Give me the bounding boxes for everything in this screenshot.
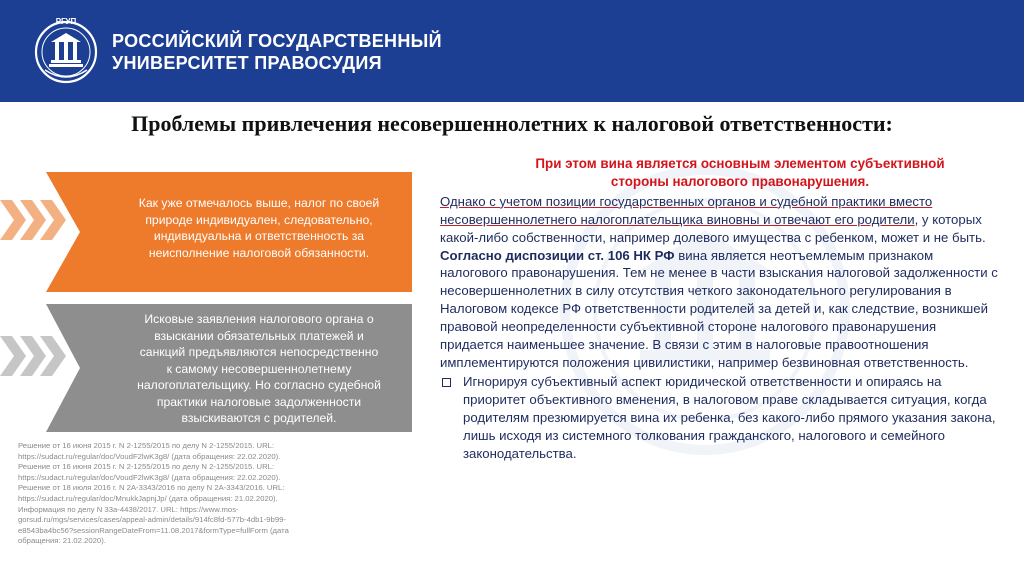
university-logo (33, 12, 99, 92)
reference-line: Решение от 16 июня 2015 г. N 2-1255/2015 по делу N 2-1255/2015. URL: (18, 462, 275, 472)
bold-text: Согласно диспозиции ст. 106 НК РФ (440, 247, 675, 263)
card-line: индивидуальна и ответственность за (153, 229, 365, 243)
card-line: неисполнение налоговой обязанности. (148, 245, 370, 260)
card-line: Как уже отмечалось выше, налог по своей (138, 196, 380, 210)
references-list (18, 441, 398, 547)
logo-text: РГУП (55, 17, 77, 26)
card-line: налогоплательщику. Но согласно судебной (137, 378, 381, 392)
university-name-line2: УНИВЕРСИТЕТ ПРАВОСУДИЯ (112, 53, 382, 73)
card-line: к самому несовершеннолетнему (166, 361, 352, 376)
card-line: взыскиваются с родителей. (181, 411, 337, 425)
card-line: практики налоговые задолженности (156, 394, 362, 409)
reference-line: обращения: 21.02.2020). (18, 536, 106, 546)
reference-line: Решение от 16 июня 2015 г. N 2-1255/2015 по делу N 2-1255/2015. URL: (18, 441, 275, 450)
highlight-heading (440, 155, 1000, 191)
university-name-line1: РОССИЙСКИЙ ГОСУДАРСТВЕННЫЙ (112, 31, 442, 51)
paragraph-article-106 (440, 247, 1000, 372)
card-orange-text (120, 195, 398, 261)
reference-line: Информация по делу N 33а-4438/2017. URL: https://www.mos- (18, 504, 239, 514)
card-line: природе индивидуален, следовательно, (145, 212, 373, 227)
paragraph-parents-liability (440, 193, 1000, 247)
highlight-heading-line2: стороны налогового правонарушения. (610, 173, 870, 189)
checkbox-bullet-icon (442, 378, 451, 387)
header-bar (0, 0, 1024, 102)
reference-line: https://sudact.ru/regular/doc/MnukkJapnjJp/ (дата обращения: 21.02.2020). (18, 493, 278, 503)
underlined-text: Однако с учетом позиции государственных органов и судебной практики вместо несовершеннолетнего налогоплательщика виновны и отвечают его родители (440, 193, 933, 227)
chevron-small-icon (0, 336, 26, 376)
slide-title: Проблемы привлечения несовершеннолетних к налоговой ответственности: (131, 111, 893, 136)
reference-line: https://sudact.ru/regular/doc/VoudF2lwK3g8/ (дата обращения: 22.02.2020). (18, 451, 281, 461)
paragraph-text: вина является неотъемлемым признаком налогового правонарушения. Тем не менее в части взыскания налоговой задолженности с несовершеннолетних в силу отсутствия четкого законодательного регулирования в Налоговом кодексе РФ ответственности родителей за детей и, как следствие, возникшей правовой неопределенности субъективной стороне налогового правонарушения придается наименьшее значение. В связи с этим в налоговые правоотношения имплементируются положения цивилистики, например безвиновная ответственность. (440, 247, 998, 370)
main-text-column (440, 155, 1000, 462)
university-name (112, 30, 442, 74)
bullet-item (440, 373, 1000, 463)
card-line: взыскании обязательных платежей и (154, 328, 364, 343)
paragraph-text: , у которых какой-либо собственности, например долевого имущества с ребенком, может и не быть. (440, 211, 986, 245)
card-line: санкций предъявляются непосредственно (139, 345, 379, 359)
card-line: Исковые заявления налогового органа о (144, 312, 374, 326)
reference-line: e8543ba4bc56?sessionRangeDateFrom=11.08.2017&formType=fullForm (дата (18, 525, 289, 535)
reference-line: Решение от 18 июля 2016 г. N 2А-3343/2016 по делу N 2А-3343/2016. URL: (18, 483, 285, 493)
highlight-heading-line1: При этом вина является основным элементом субъективной (535, 156, 945, 171)
card-grey-text (120, 311, 398, 427)
bullet-text: Игнорируя субъективный аспект юридической ответственности и опираясь на приоритет объективного вменения, в налоговом праве складывается ситуация, когда родителям презюмируется вина их ребенка, без какого-либо прямого указания закона, лишь исходя из системного толкования гражданского, налогового и семейного законодательства. (463, 373, 996, 461)
reference-line: gorsud.ru/mgs/services/cases/appeal-admin/details/914fc8fd-577b-4db1-9b99- (18, 515, 286, 525)
reference-line: https://sudact.ru/regular/doc/VoudF2lwK3g8/ (дата обращения: 22.02.2020). (18, 472, 281, 482)
